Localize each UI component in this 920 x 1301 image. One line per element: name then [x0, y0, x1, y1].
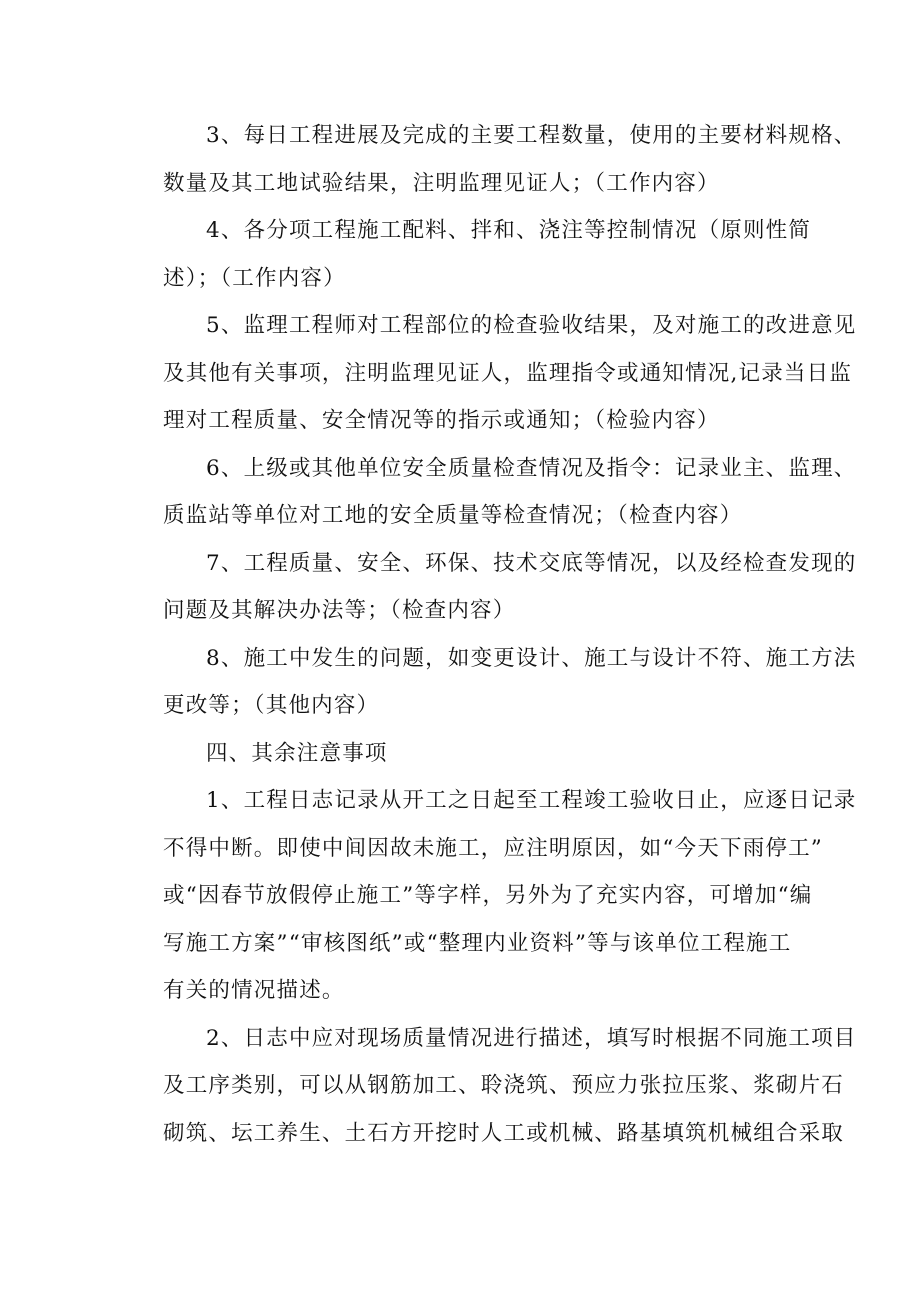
- text-line: 5、监理工程师对工程部位的检查验收结果，及对施工的改进意见: [206, 313, 857, 338]
- section-heading-text: 四、其余注意事项: [206, 740, 388, 766]
- paragraph-item-8: [120, 635, 857, 730]
- text-line: 1、工程日志记录从开工之日起至工程竣工验收日止，应逐日记录: [206, 788, 857, 813]
- text-line: 理对工程质量、安全情况等的指示或通知；（检验内容）: [163, 408, 720, 433]
- text-line: 3、每日工程进展及完成的主要工程数量，使用的主要材料规格、: [206, 123, 857, 148]
- document-body: [120, 112, 857, 1157]
- text-line: 8、施工中发生的问题，如变更设计、施工与设计不符、施工方法: [206, 645, 857, 671]
- paragraph-note-1: [120, 777, 857, 1015]
- section-heading: [120, 730, 820, 778]
- text-line: 2、日志中应对现场质量情况进行描述，填写时根据不同施工项目: [206, 1025, 857, 1051]
- text-line: 砌筑、坛工养生、土石方开挖时人工或机械、路基填筑机械组合采取: [163, 1120, 845, 1146]
- text-line: 不得中断。即使中间因故未施工，应注明原因，如“今天下雨停工”: [163, 835, 823, 861]
- text-line: 质监站等单位对工地的安全质量等检查情况；（检查内容）: [163, 503, 743, 528]
- paragraph-item-3: [120, 112, 857, 207]
- text-line: 写施工方案”“审核图纸”或“整理内业资料”等与该单位工程施工: [163, 930, 792, 956]
- paragraph-item-6: [120, 445, 857, 540]
- text-line: 或“因春节放假停止施工”等字样，另外为了充实内容，可增加“编: [163, 883, 813, 908]
- paragraph-item-5: [120, 302, 857, 445]
- text-line: 更改等；（其他内容）: [163, 693, 380, 718]
- text-line: 述）；（工作内容）: [163, 265, 346, 291]
- text-line: 及其他有关事项，注明监理见证人，监理指令或通知情况,记录当日监: [163, 360, 853, 386]
- text-line: 7、工程质量、安全、环保、技术交底等情况，以及经检查发现的: [206, 550, 857, 576]
- text-line: 问题及其解决办法等；（检查内容）: [163, 598, 516, 623]
- text-line: 4、各分项工程施工配料、拌和、浇注等控制情况（原则性简: [206, 218, 812, 243]
- text-line: 及工序类别，可以从钢筋加工、聆浇筑、预应力张拉压浆、浆砌片石: [163, 1073, 845, 1098]
- text-line: 6、上级或其他单位安全质量检查情况及指令：记录业主、监理、: [206, 455, 857, 481]
- paragraph-item-4: [120, 207, 820, 302]
- text-line: 有关的情况描述。: [163, 978, 345, 1003]
- paragraph-note-2: [120, 1015, 857, 1158]
- paragraph-item-7: [120, 540, 857, 635]
- text-line: 数量及其工地试验结果，注明监理见证人；（工作内容）: [163, 170, 720, 196]
